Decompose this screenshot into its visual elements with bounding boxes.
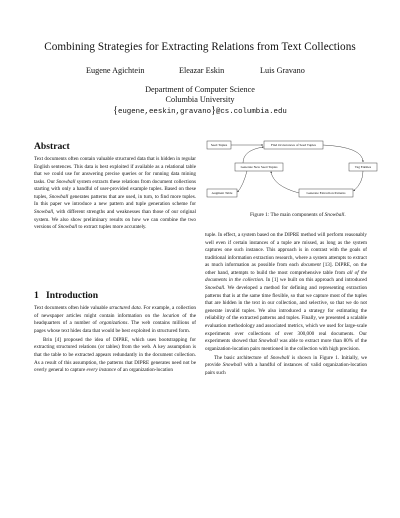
author-name: Eleazar Eskin (179, 66, 225, 75)
author-name: Eugene Agichtein (86, 66, 145, 75)
department: Department of Computer Science (145, 85, 255, 94)
section-heading: 1 Introduction (34, 290, 99, 301)
augment-table-node (207, 189, 237, 197)
edge-arrow (354, 171, 364, 191)
svg-text:Seed Tuples: Seed Tuples (210, 143, 228, 148)
university: Columbia University (165, 95, 235, 104)
intro-right-column: tuple. In effect, a system based on the DIPRE method will perform reasonably well even if certain instances of a tuple are missed, as long as the system captures one such instance. This approach is in contrast with the goals of traditional information extraction research, where a system attempts to extract as much information as possible from each document [13]. DIPRE, on the other hand, attempts to build the most comprehensive table from all of the documents in the collection. In [1] we built on this approach and introduced Snowball. We developed a method for defining and representing extraction patterns that is at the same time flexible, so that we capture most of the tuples that are hidden in the text in our collection, and selective, so that we do not generate invalid tuples. We also introduced a strategy for estimating the reliability of the extracted patterns and tuples. Finally, we presented a scalable evaluation methodology and associated metrics, which we used for large-scale experiments over collections of over 300,000 real documents. Our experiments showed that Snowball was able to extract more than 80% of the organization-location pairs mentioned in the collection with high precision. The basic architecture of Snowball is shown in Figure 1. Initially, we provide Snowball with a handful of instances of valid organization-location pairs such (205, 232, 367, 376)
author-name: Luis Gravano (260, 66, 305, 75)
paper-title: Combining Strategies for Extracting Relations from Text Collections (44, 41, 356, 53)
intro-left-column: Text documents often hide valuable structured data. For example, a collection of newspaper articles might contain information on the location of the headquarters of a number of organizations. The web contains millions of pages whose text hides data that would be best exploited in structured form. Brin [4] proposed the idea of DIPRE, which uses bootstrapping for extracting structured relations (or tables) from the web. A key assumption is that the table to be extracted appears redundantly in the document collection. As a result of this assumption, the patterns that DIPRE generates need not be overly general to capture every instance of an organization-location (34, 305, 196, 374)
seed-tuples-node (207, 141, 231, 149)
generate-tuples-node (235, 163, 283, 171)
svg-text:Find Occurrences of Seed Tuple: Find Occurrences of Seed Tuples (270, 143, 317, 148)
architecture-diagram (203, 138, 383, 206)
svg-text:Generate New Seed Tuples: Generate New Seed Tuples (240, 165, 278, 170)
figure-caption: Figure 1: The main components of Snowball. (250, 212, 346, 218)
abstract-heading: Abstract (34, 141, 70, 152)
find-occurrences-node (264, 141, 323, 149)
email: {eugene,eeskin,gravano}@cs.columbia.edu (113, 105, 287, 116)
edge-arrow (238, 171, 248, 192)
svg-text:Tag Entities: Tag Entities (354, 165, 372, 170)
generate-patterns-node (299, 189, 353, 197)
abstract-text: Text documents often contain valuable structured data that is hidden in regular English sentences. This data is best exploited if available as a relational table that we could use for answering precise queries or for running data mining tasks. Our Snowball system extracts these relations from document collections starting with only a handful of user-provided example tuples. Based on these tuples, Snowball generates patterns that are used, in turn, to find more tuples. In this paper we introduce a new pattern and tuple generation scheme for Snowball, with different strengths and weaknesses than those of our original system. We also show preliminary results on how we can combine the two versions of Snowball to extract tuples more accurately. (34, 156, 196, 231)
svg-text:Augment Table: Augment Table (211, 191, 233, 196)
edge-arrow (271, 172, 299, 194)
edge-arrow (243, 147, 264, 163)
edge-arrow (323, 145, 363, 162)
tag-entities-node (349, 163, 377, 171)
svg-text:Generate Extraction Patterns: Generate Extraction Patterns (306, 191, 346, 196)
